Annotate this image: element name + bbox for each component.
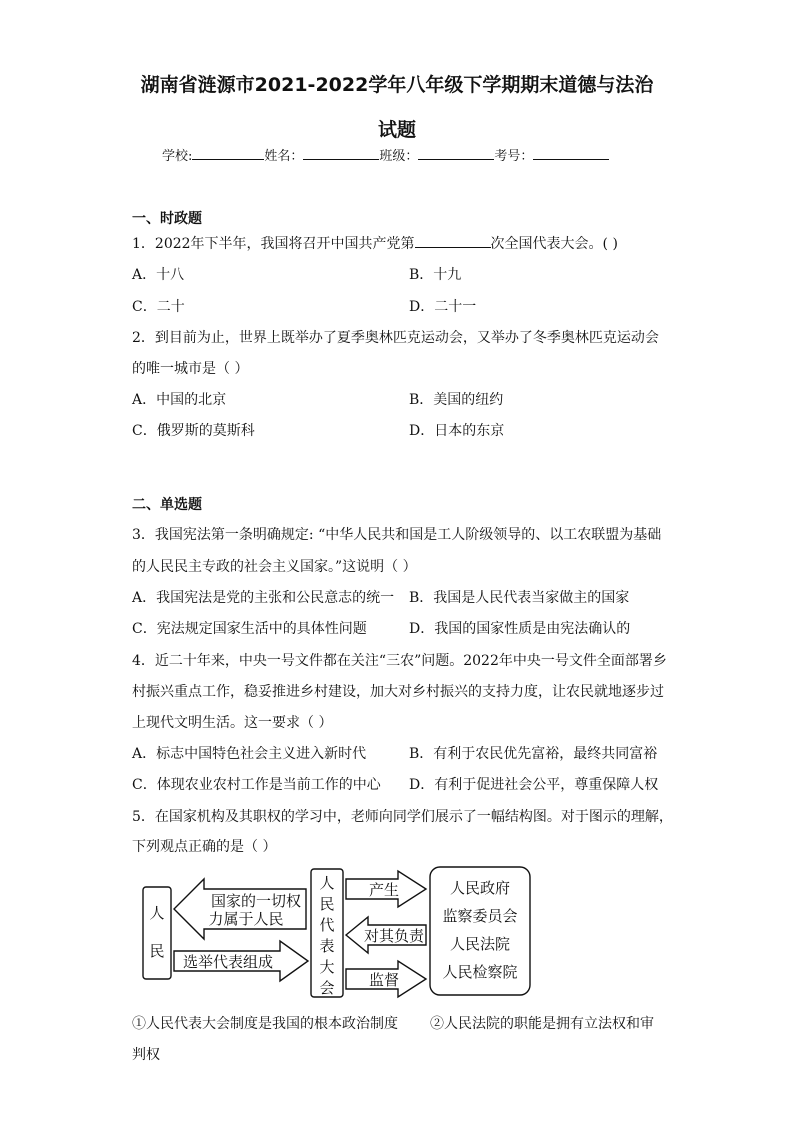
school-blank[interactable] [192,147,264,160]
question-1-blank [415,235,491,248]
class-blank[interactable] [418,147,494,160]
question-3-option-b[interactable]: B．我国是人民代表当家做主的国家 [409,590,630,606]
class-label: 班级： [379,149,419,164]
section-heading-current-affairs: 一、时政题 [132,211,202,227]
question-3-option-d[interactable]: D．我国的国家性质是由宪法确认的 [409,621,631,637]
question-1-stem-a: 1．2022年下半年，我国将召开中国共产党第 [132,236,415,252]
question-4-option-c[interactable]: C．体现农业农村工作是当前工作的中心 [132,777,381,793]
question-5-stem-line1: 5．在国家机构及其职权的学习中，老师向同学们展示了一幅结构图。对于图示的理解， [132,809,673,825]
question-3-stem-line1: 3．我国宪法第一条明确规定: “中华人民共和国是工人阶级领导的、以工农联盟为基础 [132,527,662,543]
question-2-stem-line1: 2．到目前为止，世界上既举办了夏季奥林匹克运动会，又举办了冬季奥林匹克运动会 [132,330,659,346]
exam-title-line1: 湖南省涟源市2021-2022学年八年级下学期期末道德与法治 [140,74,654,96]
question-4-stem-line3: 上现代文明生活。这一要求（ ） [132,715,333,731]
question-2-option-a[interactable]: A．中国的北京 [132,392,227,408]
state-structure-diagram [138,863,538,1003]
question-3-option-a[interactable]: A．我国宪法是党的主张和公民意志的统一 [132,590,395,606]
produce-arrow-label: 产生 [368,881,400,899]
npc-char-1: 人 [319,874,335,892]
exam-title-line2: 试题 [377,119,416,141]
question-3-stem-line2: 的人民民主专政的社会主义国家。”这说明（ ） [132,559,417,575]
question-1-stem-b: 次全国代表大会。( ) [490,236,618,252]
question-2-option-d[interactable]: D．日本的东京 [409,423,505,439]
people-box [143,887,171,979]
organ-supervisory-commission: 监察委员会 [442,907,518,925]
exam-no-blank[interactable] [533,147,609,160]
question-4-stem-line1: 4．近二十年来，中央一号文件都在关注“三农”问题。2022年中央一号文件全面部署乡 [132,653,667,669]
people-char-1: 人 [149,904,165,922]
school-label: 学校: [162,149,193,164]
name-blank[interactable] [303,147,379,160]
question-5-stem-line2: 下列观点正确的是（ ） [132,839,277,855]
question-2-option-c[interactable]: C．俄罗斯的莫斯科 [132,423,255,439]
question-3-option-c[interactable]: C．宪法规定国家生活中的具体性问题 [132,621,367,637]
section-heading-single-choice: 二、单选题 [132,497,202,513]
power-arrow-line1: 国家的一切权 [210,892,302,910]
question-2-stem-line2: 的唯一城市是（ ） [132,361,249,377]
power-arrow-line2: 力属于人民 [208,910,284,928]
question-5-statement-1: ①人民代表大会制度是我国的根本政治制度 [132,1016,398,1032]
organ-government: 人民政府 [449,879,511,897]
question-1-option-d[interactable]: D．二十一 [409,299,477,315]
npc-char-3: 代 [319,916,335,934]
question-1-option-a[interactable]: A．十八 [132,267,185,283]
elect-arrow-label: 选举代表组成 [182,953,274,971]
supervise-arrow-label: 监督 [368,971,400,989]
question-4-stem-line2: 村振兴重点工作，稳妥推进乡村建设，加大对乡村振兴的支持力度，让农民就地逐步过 [132,684,664,700]
organ-court: 人民法院 [449,935,511,953]
people-char-2: 民 [149,942,165,960]
responsible-arrow-label: 对其负责 [363,927,425,945]
question-4-option-b[interactable]: B．有利于农民优先富裕，最终共同富裕 [409,746,658,762]
question-4-option-d[interactable]: D．有利于促进社会公平，尊重保障人权 [409,777,659,793]
student-info-row [162,145,609,164]
npc-char-5: 大 [319,958,335,976]
question-1-stem [132,233,618,253]
question-1-option-b[interactable]: B．十九 [409,267,462,283]
question-4-option-a[interactable]: A．标志中国特色社会主义进入新时代 [132,746,367,762]
exam-no-label: 考号： [494,149,534,164]
organ-procuratorate: 人民检察院 [442,963,518,981]
question-5-statement-2-line2: 判权 [132,1047,160,1063]
npc-char-4: 表 [319,937,335,955]
npc-char-2: 民 [319,895,335,913]
npc-char-6: 会 [319,979,335,997]
question-2-option-b[interactable]: B．美国的纽约 [409,392,504,408]
question-1-option-c[interactable]: C．二十 [132,299,185,315]
name-label: 姓名： [264,149,304,164]
question-5-statement-2-line1: ②人民法院的职能是拥有立法权和审 [430,1016,654,1032]
